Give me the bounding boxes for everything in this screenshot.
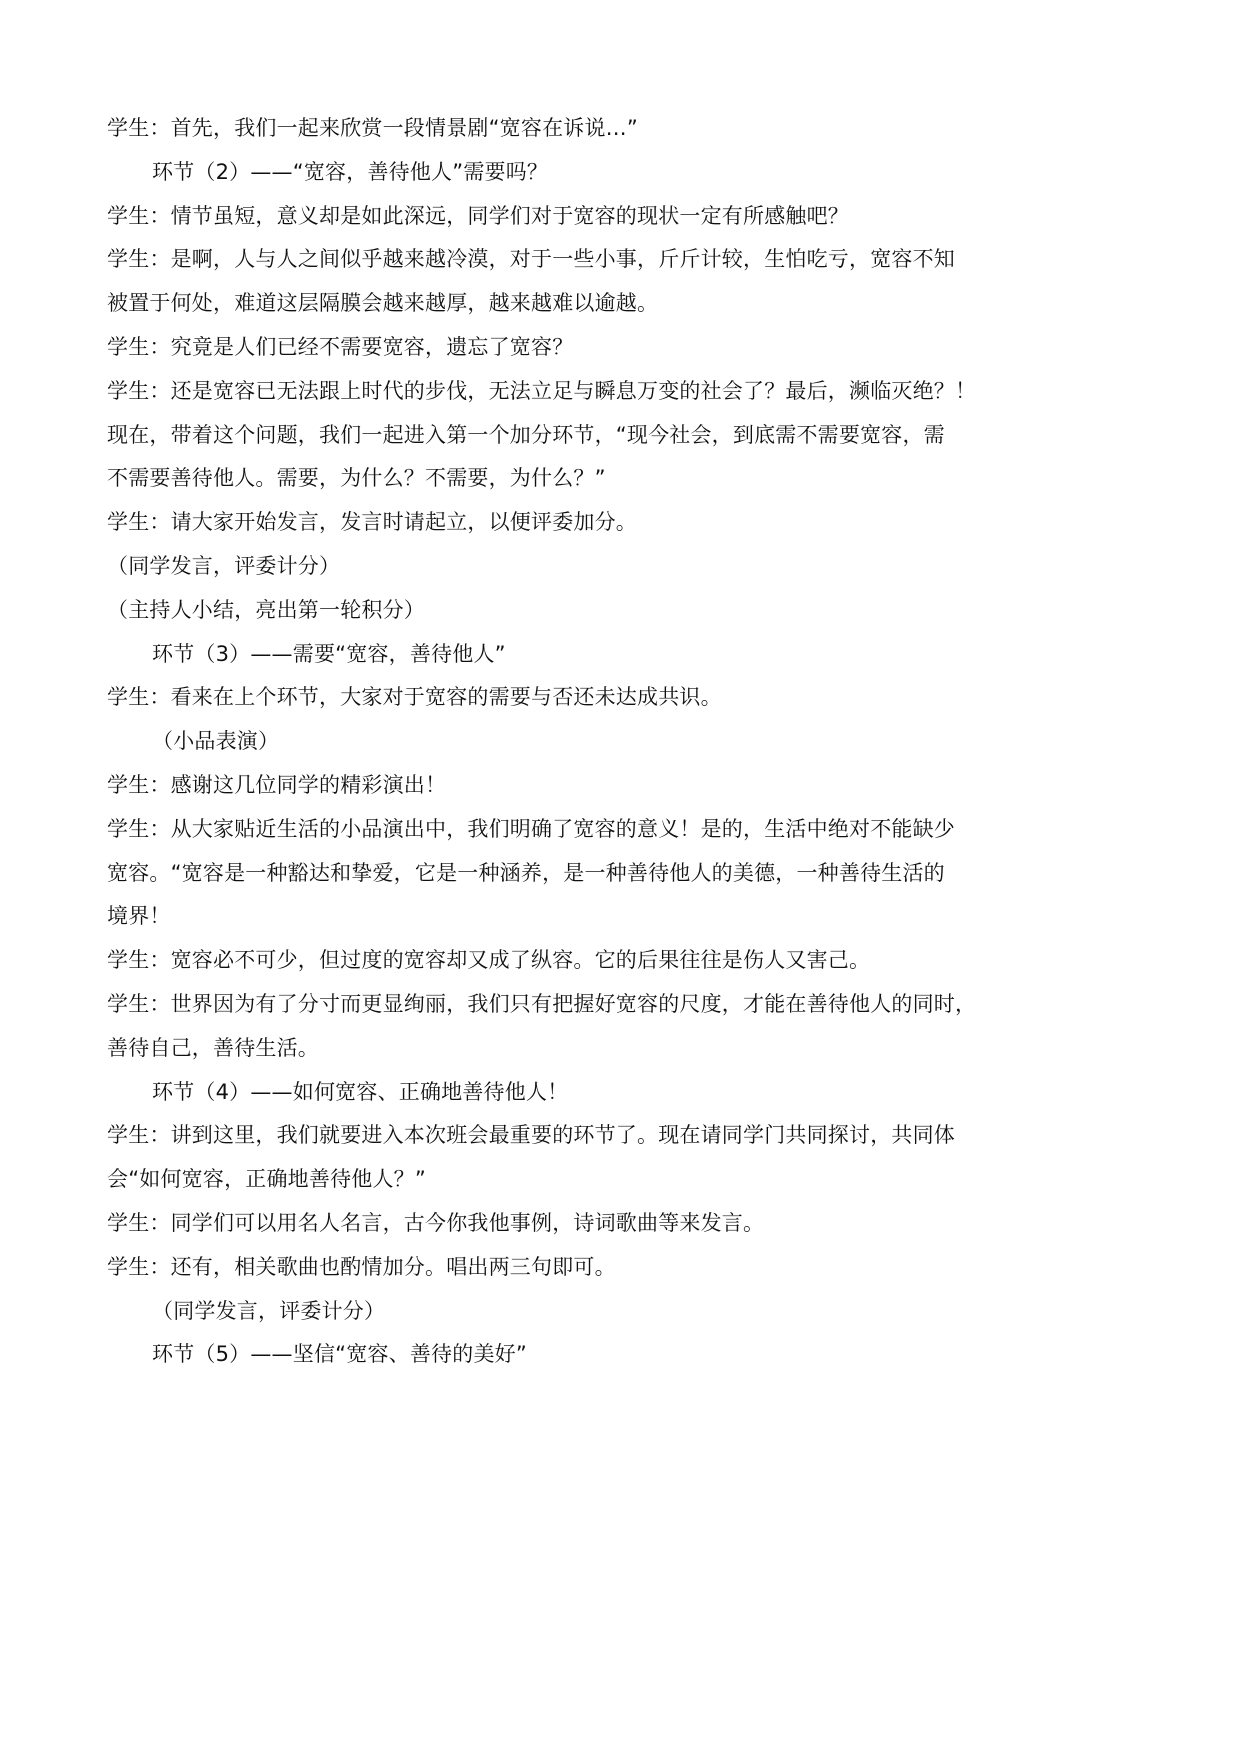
- dialogue-line: 学生：看来在上个环节，大家对于宽容的需要与否还未达成共识。: [107, 685, 722, 710]
- dialogue-line-continued: 善待自己，善待生活。: [107, 1035, 319, 1060]
- dialogue-line: 学生：宽容必不可少，但过度的宽容却又成了纵容。它的后果往往是伤人又害己。: [107, 948, 871, 973]
- document-page: [107, 107, 1137, 1377]
- section-heading: 环节（3）——需要“宽容，善待他人”: [152, 641, 506, 666]
- dialogue-line: 学生：情节虽短，意义却是如此深远，同学们对于宽容的现状一定有所感触吧？: [107, 203, 849, 228]
- dialogue-line-continued: 不需要善待他人。需要，为什么？不需要，为什么？”: [107, 466, 606, 491]
- section-heading: 环节（5）——坚信“宽容、善待的美好”: [152, 1342, 527, 1367]
- dialogue-line: 学生：还有，相关歌曲也酌情加分。唱出两三句即可。: [107, 1254, 616, 1279]
- dialogue-line-continued: 境界！: [107, 904, 171, 929]
- section-heading: 环节（2）——“宽容，善待他人”需要吗？: [152, 159, 549, 184]
- dialogue-line-continued: 宽容。“宽容是一种豁达和挚爱，它是一种涵养，是一种善待他人的美德，一种善待生活的: [107, 860, 945, 885]
- dialogue-line: 学生：请大家开始发言，发言时请起立，以便评委加分。: [107, 510, 637, 535]
- dialogue-line: 学生：还是宽容已无法跟上时代的步伐，无法立足与瞬息万变的社会了？最后，濒临灭绝？！: [107, 378, 977, 403]
- dialogue-line: 学生：是啊，人与人之间似乎越来越冷漠，对于一些小事，斤斤计较，生怕吃亏，宽容不知: [107, 247, 955, 272]
- dialogue-line: 学生：究竟是人们已经不需要宽容，遗忘了宽容？: [107, 334, 574, 359]
- dialogue-line-continued: 会“如何宽容，正确地善待他人？”: [107, 1167, 426, 1192]
- stage-direction: （同学发言，评委计分）: [107, 553, 341, 578]
- stage-direction: （小品表演）: [152, 729, 280, 754]
- dialogue-line-continued: 现在，带着这个问题，我们一起进入第一个加分环节，“现今社会，到底需不需要宽容，需: [107, 422, 945, 447]
- dialogue-line-continued: 被置于何处，难道这层隔膜会越来越厚，越来越难以逾越。: [107, 291, 659, 316]
- stage-direction: （同学发言，评委计分）: [152, 1298, 386, 1323]
- dialogue-line: 学生：首先，我们一起来欣赏一段情景剧“宽容在诉说…”: [107, 116, 638, 140]
- dialogue-line: 学生：感谢这几位同学的精彩演出！: [107, 772, 447, 797]
- dialogue-line: 学生：同学们可以用名人名言，古今你我他事例，诗词歌曲等来发言。: [107, 1210, 765, 1235]
- stage-direction: （主持人小结，亮出第一轮积分）: [107, 597, 425, 622]
- section-heading: 环节（4）——如何宽容、正确地善待他人！: [152, 1079, 569, 1104]
- dialogue-line: 学生：讲到这里，我们就要进入本次班会最重要的环节了。现在请同学门共同探讨，共同体: [107, 1123, 955, 1148]
- dialogue-line: 学生：世界因为有了分寸而更显绚丽，我们只有把握好宽容的尺度，才能在善待他人的同时，: [107, 991, 977, 1016]
- dialogue-line: 学生：从大家贴近生活的小品演出中，我们明确了宽容的意义！是的，生活中绝对不能缺少: [107, 816, 955, 841]
